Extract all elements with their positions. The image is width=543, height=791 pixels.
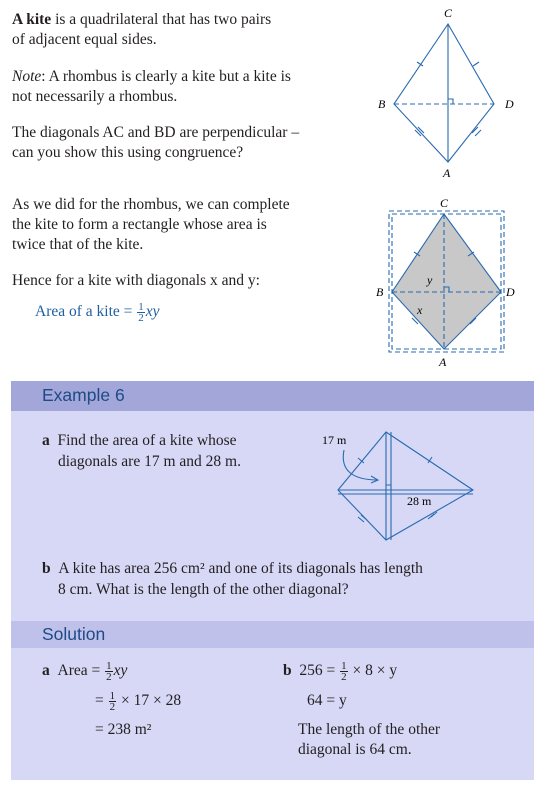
label-28m: 28 m	[407, 494, 432, 508]
solution-b-step1: b 256 = $\frac{1}{2}$ × 8 × y	[283, 660, 398, 683]
intro-hence: Hence for a kite with diagonals x and y:	[12, 272, 260, 289]
kite-area-formula: Area of a kite = $\frac{1}{2}$ xy	[35, 301, 160, 324]
solution-b-step2: 64 = y	[307, 692, 347, 709]
example-b-line1: b A kite has area 256 cm² and one of its diagonals has length	[42, 560, 423, 577]
label-a: A	[443, 166, 451, 180]
intro-note-line2: not necessarily a rhombus.	[12, 88, 178, 105]
example-a-line2: diagonals are 17 m and 28 m.	[58, 453, 241, 470]
intro-definition-line1: A kite is a quadrilateral that has two pairs	[12, 11, 272, 28]
solution-b-conclusion2: diagonal is 64 cm.	[298, 741, 412, 758]
label-c: C	[440, 196, 449, 210]
label-a: A	[439, 355, 447, 369]
label-17m: 17 m	[322, 433, 347, 447]
example-kite-diagram	[318, 424, 488, 549]
intro-rectangle-line2: the kite to form a rectangle whose area is	[12, 216, 267, 233]
intro-definition-line2: of adjacent equal sides.	[12, 31, 157, 48]
kite-diagram	[370, 0, 530, 185]
solution-a-step2: = $\frac{1}{2}$ × 17 × 28	[95, 690, 182, 713]
solution-a-step1: a Area = $\frac{1}{2}$ xy	[42, 660, 128, 683]
example-header: Example 6	[11, 381, 534, 411]
example-a-line1: a Find the area of a kite whose	[42, 432, 237, 449]
label-d: D	[506, 285, 515, 299]
solution-a-step3: = 238 m²	[95, 721, 152, 738]
label-b: B	[378, 97, 386, 111]
label-b: B	[376, 285, 384, 299]
label-c: C	[444, 6, 453, 20]
solution-header: Solution	[11, 621, 534, 648]
label-y: y	[427, 273, 433, 287]
example-b-line2: 8 cm. What is the length of the other diagonal?	[58, 581, 349, 598]
solution-b-conclusion1: The length of the other	[298, 721, 441, 738]
kite-rectangle-diagram	[370, 190, 535, 372]
intro-rectangle-line3: twice that of the kite.	[12, 236, 144, 253]
intro-diagonals-line2: can you show this using congruence?	[12, 144, 244, 161]
intro-rectangle-line1: As we did for the rhombus, we can complete	[12, 196, 290, 213]
label-x: x	[417, 303, 423, 317]
fraction-half: $\frac{1}{2}$	[138, 301, 144, 324]
label-d: D	[505, 97, 514, 111]
intro-note-line1: Note: A rhombus is clearly a kite but a kite is	[12, 68, 291, 85]
intro-diagonals-line1: The diagonals AC and BD are perpendicular –	[12, 124, 300, 141]
